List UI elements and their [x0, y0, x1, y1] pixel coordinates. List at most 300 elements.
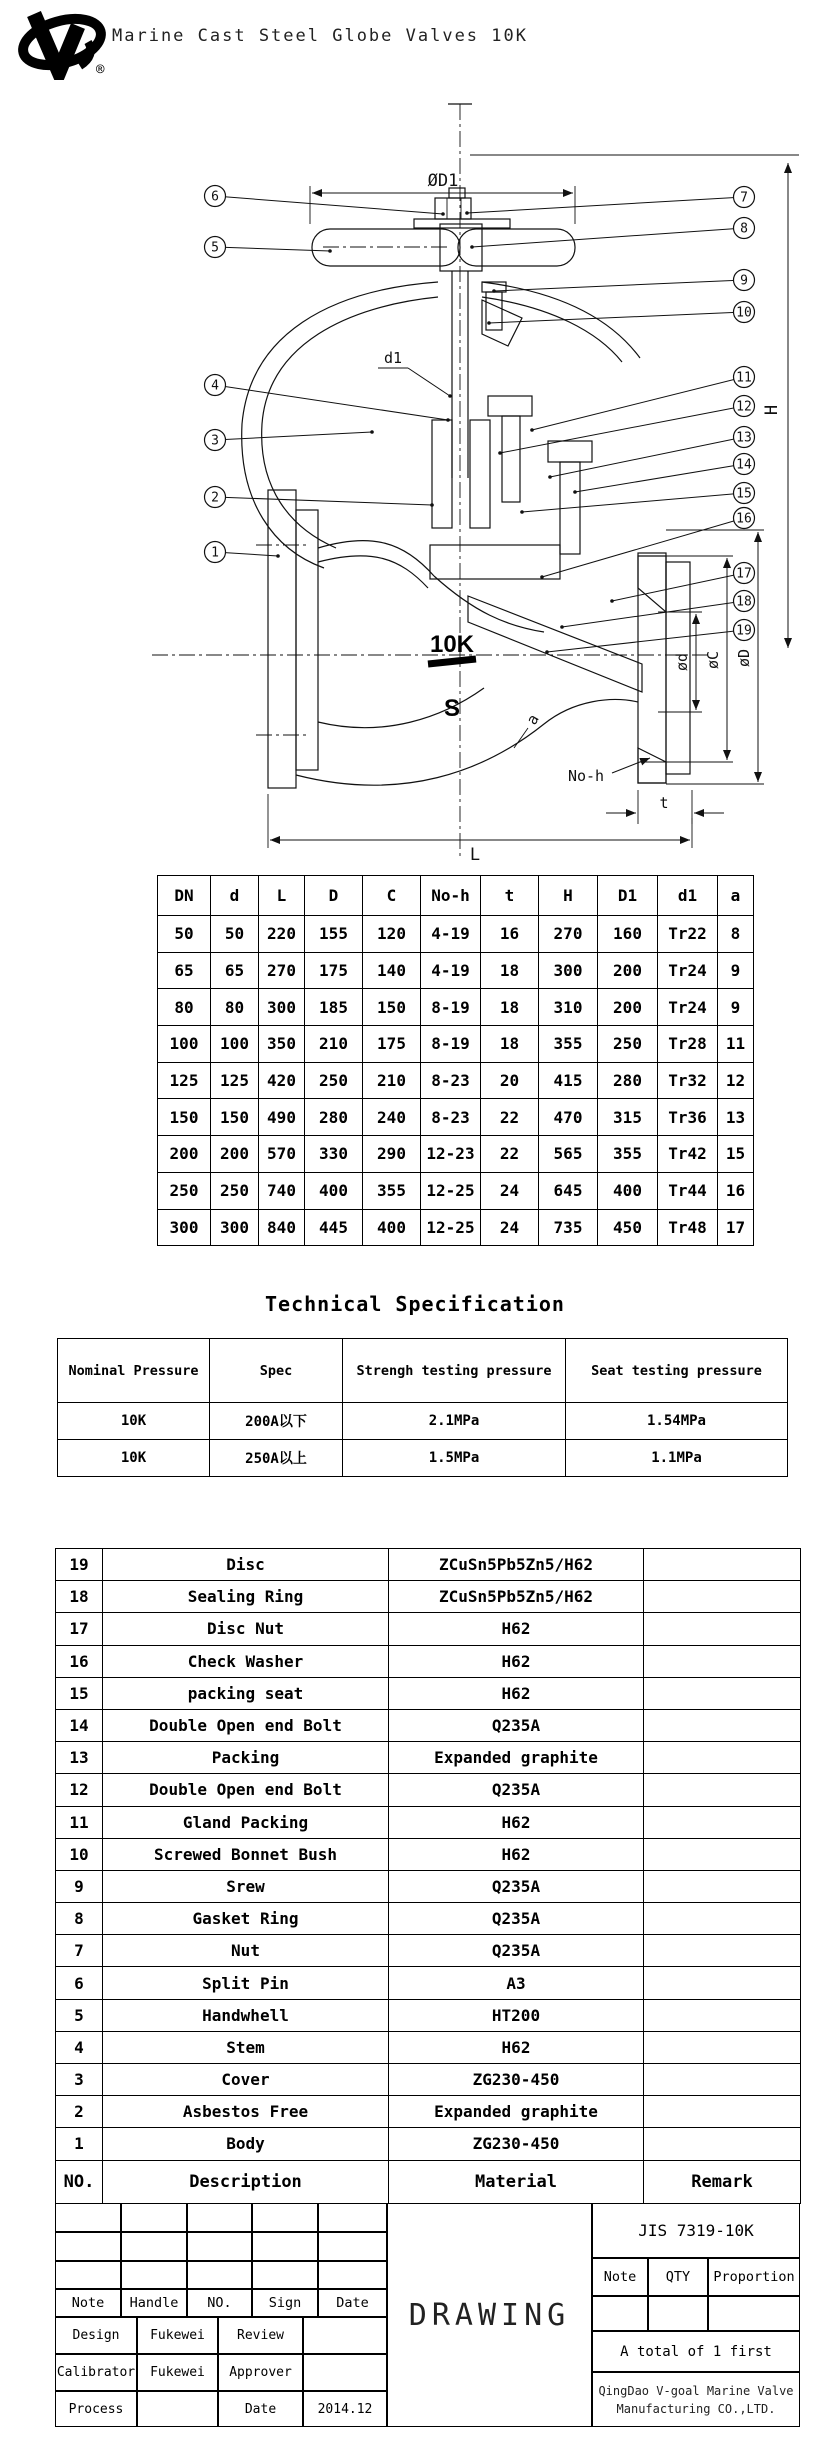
qty-header-cell: QTY — [648, 2258, 708, 2296]
table-cell: DN — [158, 876, 211, 916]
table-cell: 150 — [158, 1099, 211, 1136]
empty-cell — [252, 2203, 318, 2232]
table-row — [56, 1870, 801, 1902]
signoff-cell: Review — [218, 2317, 303, 2354]
dimension-table — [157, 875, 754, 1246]
table-cell: Sealing Ring — [103, 1581, 389, 1613]
callout-number: 1 — [211, 545, 219, 561]
table-cell: 200A以下 — [210, 1403, 343, 1440]
empty-cell — [187, 2232, 252, 2261]
signoff-cell — [303, 2317, 387, 2354]
table-cell: 24 — [481, 1172, 539, 1209]
signoff-cell: 2014.12 — [303, 2391, 387, 2427]
table-cell — [644, 2031, 801, 2063]
table-cell: 160 — [598, 916, 658, 953]
table-cell: 18 — [481, 989, 539, 1026]
table-cell: 7 — [56, 1935, 103, 1967]
table-cell: H62 — [389, 2031, 644, 2063]
table-cell — [644, 1677, 801, 1709]
table-cell: d1 — [658, 876, 718, 916]
table-cell: ZG230-450 — [389, 2064, 644, 2096]
table-cell: Tr28 — [658, 1026, 718, 1063]
table-cell: 13 — [56, 1742, 103, 1774]
dia-d-label: ød — [673, 652, 691, 672]
table-row — [56, 1806, 801, 1838]
table-cell: 420 — [259, 1062, 305, 1099]
table-row — [58, 1440, 788, 1477]
table-row — [56, 1709, 801, 1741]
table-cell: 570 — [259, 1136, 305, 1173]
empty-cell — [252, 2232, 318, 2261]
leader-dot — [328, 249, 332, 253]
table-cell: Disc — [103, 1549, 389, 1581]
table-cell: 12-25 — [421, 1209, 481, 1246]
table-cell — [644, 2064, 801, 2096]
table-cell: 450 — [598, 1209, 658, 1246]
table-row — [56, 1967, 801, 1999]
d1-label: d1 — [383, 349, 403, 367]
table-cell: 300 — [211, 1209, 259, 1246]
table-cell: 250 — [598, 1026, 658, 1063]
d1-extension-lines — [310, 186, 575, 224]
empty-cell — [318, 2261, 387, 2289]
table-cell: Disc Nut — [103, 1613, 389, 1645]
callout-number: 19 — [736, 623, 752, 639]
table-cell: 17 — [718, 1209, 754, 1246]
dia-c-label: øC — [704, 650, 722, 670]
callout-number: 6 — [211, 189, 219, 205]
table-cell: 350 — [259, 1026, 305, 1063]
table-cell: 12-25 — [421, 1172, 481, 1209]
table-cell: 15 — [718, 1136, 754, 1173]
table-cell: 1.5MPa — [343, 1440, 566, 1477]
note-row-cell: NO. — [187, 2289, 252, 2317]
table-cell: Expanded graphite — [389, 1742, 644, 1774]
table-cell: Split Pin — [103, 1967, 389, 1999]
table-cell: 4-19 — [421, 952, 481, 989]
qty-value-cell — [648, 2296, 708, 2331]
table-cell — [644, 1645, 801, 1677]
table-cell: Gland Packing — [103, 1806, 389, 1838]
company-logo — [12, 6, 108, 80]
gland-packing-left — [432, 420, 452, 528]
leader-dot — [540, 575, 544, 579]
table-cell: 8-23 — [421, 1099, 481, 1136]
table-cell: 400 — [363, 1209, 421, 1246]
table-row — [56, 1838, 801, 1870]
table-cell: 300 — [158, 1209, 211, 1246]
table-cell: 12 — [718, 1062, 754, 1099]
leader-dot — [446, 418, 450, 422]
table-cell: 210 — [305, 1026, 363, 1063]
table-cell: 125 — [211, 1062, 259, 1099]
table-cell: 11 — [56, 1806, 103, 1838]
signoff-cell — [137, 2391, 218, 2427]
drawing-title-cell — [387, 2203, 592, 2427]
leader-dot — [498, 451, 502, 455]
table-cell: 155 — [305, 916, 363, 953]
table-cell: H62 — [389, 1838, 644, 1870]
table-cell: 11 — [718, 1026, 754, 1063]
table-cell: ZG230-450 — [389, 2128, 644, 2160]
yoke-inner-left — [262, 297, 438, 548]
d1-leader-dot — [448, 394, 452, 398]
table-row — [56, 1645, 801, 1677]
table-row — [158, 1172, 754, 1209]
standard-cell: JIS 7319-10K — [592, 2203, 800, 2258]
table-cell: 200 — [598, 952, 658, 989]
table-cell: Tr36 — [658, 1099, 718, 1136]
table-cell: Tr44 — [658, 1172, 718, 1209]
table-cell: Handwhell — [103, 1999, 389, 2031]
table-row — [158, 1099, 754, 1136]
table-cell: 250 — [305, 1062, 363, 1099]
callout-number: 18 — [736, 594, 752, 610]
leader-dot — [520, 510, 524, 514]
callout-number: 17 — [736, 566, 752, 582]
table-cell: 200 — [598, 989, 658, 1026]
callout-number: 16 — [736, 511, 752, 527]
table-cell: Cover — [103, 2064, 389, 2096]
table-cell: 355 — [598, 1136, 658, 1173]
d1-leader — [408, 368, 450, 396]
bolt-shank-upper — [502, 416, 520, 502]
leader-dot — [441, 212, 445, 216]
table-cell: 140 — [363, 952, 421, 989]
table-cell — [644, 1999, 801, 2031]
empty-cell — [318, 2232, 387, 2261]
table-cell: t — [481, 876, 539, 916]
spec-table — [57, 1338, 788, 1477]
table-cell — [644, 1806, 801, 1838]
callout-number: 2 — [211, 490, 219, 506]
cover-flange-section — [430, 545, 560, 579]
table-cell: 150 — [211, 1099, 259, 1136]
table-cell: Q235A — [389, 1709, 644, 1741]
table-cell: Spec — [210, 1339, 343, 1403]
table-cell: 2.1MPa — [343, 1403, 566, 1440]
table-cell: 175 — [305, 952, 363, 989]
table-cell: L — [259, 876, 305, 916]
signoff-cell: Design — [55, 2317, 137, 2354]
table-row — [56, 2128, 801, 2160]
table-cell: Material — [389, 2160, 644, 2203]
h-dimension-label: H — [762, 404, 782, 416]
table-cell: 8 — [718, 916, 754, 953]
table-cell: 490 — [259, 1099, 305, 1136]
table-cell — [644, 1742, 801, 1774]
table-cell: 150 — [363, 989, 421, 1026]
table-cell: 12-23 — [421, 1136, 481, 1173]
no-h-leader — [612, 758, 650, 773]
table-cell: 100 — [158, 1026, 211, 1063]
registered-mark: ® — [96, 62, 105, 78]
total-note-cell: A total of 1 first — [592, 2331, 800, 2372]
table-cell: 1.54MPa — [566, 1403, 788, 1440]
dia-d1-label: ØD1 — [427, 171, 459, 191]
table-cell: H62 — [389, 1806, 644, 1838]
table-cell — [644, 1935, 801, 1967]
table-row — [158, 1136, 754, 1173]
table-cell: 22 — [481, 1136, 539, 1173]
table-row — [56, 1903, 801, 1935]
table-cell: Tr48 — [658, 1209, 718, 1246]
callout-number: 3 — [211, 433, 219, 449]
callout-number: 4 — [211, 378, 219, 394]
outlet-flange-section-top — [638, 556, 666, 612]
callout-number: 12 — [736, 399, 752, 415]
signoff-cell: Approver — [218, 2354, 303, 2391]
table-cell: 16 — [718, 1172, 754, 1209]
table-cell: 18 — [481, 1026, 539, 1063]
table-cell: HT200 — [389, 1999, 644, 2031]
table-cell: 6 — [56, 1967, 103, 1999]
table-cell: 185 — [305, 989, 363, 1026]
table-cell: 330 — [305, 1136, 363, 1173]
handwheel-right-section — [458, 229, 575, 266]
table-cell: a — [718, 876, 754, 916]
table-cell — [644, 2096, 801, 2128]
qty-header-cell: Note — [592, 2258, 648, 2296]
table-cell: 13 — [718, 1099, 754, 1136]
table-cell — [644, 2128, 801, 2160]
table-cell: 270 — [259, 952, 305, 989]
table-cell: 19 — [56, 1549, 103, 1581]
table-cell: 200 — [158, 1136, 211, 1173]
table-row — [58, 1403, 788, 1440]
table-cell: Strengh testing pressure — [343, 1339, 566, 1403]
note-row-cell: Date — [318, 2289, 387, 2317]
table-row — [56, 2031, 801, 2063]
table-row — [56, 1613, 801, 1645]
table-row — [56, 1677, 801, 1709]
table-row — [56, 1935, 801, 1967]
callout-number: 14 — [736, 457, 752, 473]
empty-cell — [121, 2232, 187, 2261]
table-cell: 645 — [539, 1172, 598, 1209]
table-cell: Tr22 — [658, 916, 718, 953]
empty-cell — [318, 2203, 387, 2232]
qty-header-cell: Proportion — [708, 2258, 800, 2296]
table-cell: 300 — [539, 952, 598, 989]
leader-dot — [545, 650, 549, 654]
leader-dot — [465, 211, 469, 215]
flange-bolt-hole-centerlines — [256, 545, 308, 735]
table-cell: 250 — [211, 1172, 259, 1209]
callout-number: 8 — [740, 221, 748, 237]
table-row — [56, 2064, 801, 2096]
table-cell: 9 — [718, 989, 754, 1026]
leader-dot — [610, 599, 614, 603]
table-cell: Double Open end Bolt — [103, 1774, 389, 1806]
company-line1: QingDao V-goal Marine Valve — [598, 2383, 794, 2398]
table-cell: 2 — [56, 2096, 103, 2128]
a-label: a — [522, 711, 543, 728]
table-cell: 740 — [259, 1172, 305, 1209]
table-cell — [644, 1613, 801, 1645]
table-cell: 310 — [539, 989, 598, 1026]
table-cell: Nut — [103, 1935, 389, 1967]
table-cell: 50 — [211, 916, 259, 953]
table-cell: 125 — [158, 1062, 211, 1099]
table-cell: Packing — [103, 1742, 389, 1774]
table-cell: Screwed Bonnet Bush — [103, 1838, 389, 1870]
qty-value-cell — [592, 2296, 648, 2331]
empty-cell — [55, 2203, 121, 2232]
table-row — [56, 1581, 801, 1613]
leader-dot — [470, 245, 474, 249]
table-cell: 16 — [481, 916, 539, 953]
table-cell: 3 — [56, 2064, 103, 2096]
signoff-cell: Process — [55, 2391, 137, 2427]
table-row — [158, 1062, 754, 1099]
table-cell: Tr32 — [658, 1062, 718, 1099]
leader-dot — [487, 321, 491, 325]
valve-section-drawing — [0, 85, 830, 875]
table-cell — [644, 1581, 801, 1613]
table-cell: 445 — [305, 1209, 363, 1246]
rating-underline — [428, 659, 476, 664]
yoke-inner-right — [482, 297, 622, 362]
table-cell: Nominal Pressure — [58, 1339, 210, 1403]
empty-cell — [55, 2261, 121, 2289]
inlet-neck — [296, 510, 318, 770]
table-cell: packing seat — [103, 1677, 389, 1709]
table-cell: 1.1MPa — [566, 1440, 788, 1477]
table-cell: 240 — [363, 1099, 421, 1136]
leader-dot — [530, 428, 534, 432]
table-cell: 15 — [56, 1677, 103, 1709]
table-cell: 270 — [539, 916, 598, 953]
table-row — [56, 1774, 801, 1806]
empty-cell — [121, 2203, 187, 2232]
l-label: L — [469, 845, 481, 865]
table-row — [158, 1026, 754, 1063]
table-cell: 16 — [56, 1645, 103, 1677]
table-row — [158, 952, 754, 989]
table-cell: 5 — [56, 1999, 103, 2031]
note-row-cell: Sign — [252, 2289, 318, 2317]
table-cell: 9 — [718, 952, 754, 989]
table-row — [56, 2096, 801, 2128]
table-cell: 14 — [56, 1709, 103, 1741]
table-cell: Stem — [103, 2031, 389, 2063]
table-cell: A3 — [389, 1967, 644, 1999]
table-cell — [644, 1870, 801, 1902]
table-cell: 80 — [158, 989, 211, 1026]
table-cell: 22 — [481, 1099, 539, 1136]
table-cell: 100 — [211, 1026, 259, 1063]
table-cell: 290 — [363, 1136, 421, 1173]
table-cell: 24 — [481, 1209, 539, 1246]
empty-cell — [55, 2232, 121, 2261]
table-cell: 12 — [56, 1774, 103, 1806]
table-cell: Q235A — [389, 1870, 644, 1902]
callout-number: 10 — [736, 305, 752, 321]
table-cell: Description — [103, 2160, 389, 2203]
leader-dot — [560, 625, 564, 629]
bolt-nut-upper — [488, 396, 532, 416]
leader-dot — [276, 554, 280, 558]
table-cell: 280 — [598, 1062, 658, 1099]
leader-dot — [492, 289, 496, 293]
table-cell: Tr42 — [658, 1136, 718, 1173]
table-cell: 470 — [539, 1099, 598, 1136]
table-cell: 315 — [598, 1099, 658, 1136]
table-cell: D1 — [598, 876, 658, 916]
table-cell: Tr24 — [658, 952, 718, 989]
table-cell — [644, 1774, 801, 1806]
table-cell: d — [211, 876, 259, 916]
table-cell: Double Open end Bolt — [103, 1709, 389, 1741]
table-cell: 8-23 — [421, 1062, 481, 1099]
table-cell: 120 — [363, 916, 421, 953]
spec-header-row — [58, 1339, 788, 1403]
table-cell: 400 — [598, 1172, 658, 1209]
table-cell — [644, 1709, 801, 1741]
table-cell: Srew — [103, 1870, 389, 1902]
callout-number: 7 — [740, 190, 748, 206]
table-cell — [644, 1838, 801, 1870]
table-cell: H — [539, 876, 598, 916]
note-row-cell: Note — [55, 2289, 121, 2317]
leader-dot — [548, 475, 552, 479]
table-cell: 1 — [56, 2128, 103, 2160]
table-cell: Check Washer — [103, 1645, 389, 1677]
table-cell: Expanded graphite — [389, 2096, 644, 2128]
table-cell: 8 — [56, 1903, 103, 1935]
table-cell: 280 — [305, 1099, 363, 1136]
table-cell: 4 — [56, 2031, 103, 2063]
table-cell: 50 — [158, 916, 211, 953]
callout-number: 9 — [740, 273, 748, 289]
table-cell: H62 — [389, 1677, 644, 1709]
table-cell: 735 — [539, 1209, 598, 1246]
signoff-cell: Fukewei — [137, 2317, 218, 2354]
rating-mark: 10K — [429, 631, 475, 658]
callout-number: 15 — [736, 486, 752, 502]
disc-nut-top — [435, 198, 471, 219]
table-cell: 300 — [259, 989, 305, 1026]
gland-packing-right — [470, 420, 490, 528]
table-cell: 400 — [305, 1172, 363, 1209]
callout-number: 13 — [736, 430, 752, 446]
callout-number: 5 — [211, 240, 219, 256]
outlet-flange-section-bottom — [638, 748, 666, 783]
table-cell: 10 — [56, 1838, 103, 1870]
table-cell: ZCuSn5Pb5Zn5/H62 — [389, 1581, 644, 1613]
table-cell: 250 — [158, 1172, 211, 1209]
page-title: Marine Cast Steel Globe Valves 10K — [112, 26, 528, 46]
table-cell: 65 — [211, 952, 259, 989]
table-cell: 10K — [58, 1403, 210, 1440]
dimension-header-row — [158, 876, 754, 916]
table-cell: 18 — [56, 1581, 103, 1613]
table-cell: 175 — [363, 1026, 421, 1063]
company-cell — [592, 2372, 800, 2427]
table-cell: 415 — [539, 1062, 598, 1099]
bolt-nut-lower — [548, 441, 592, 462]
table-cell: ZCuSn5Pb5Zn5/H62 — [389, 1549, 644, 1581]
drawing-label: DRAWING — [408, 2297, 571, 2333]
table-cell: 9 — [56, 1870, 103, 1902]
table-cell: 210 — [363, 1062, 421, 1099]
note-row-cell: Handle — [121, 2289, 187, 2317]
table-row — [56, 1999, 801, 2031]
table-cell: Asbestos Free — [103, 2096, 389, 2128]
yoke-outer-left — [242, 282, 438, 568]
table-cell: Q235A — [389, 1774, 644, 1806]
